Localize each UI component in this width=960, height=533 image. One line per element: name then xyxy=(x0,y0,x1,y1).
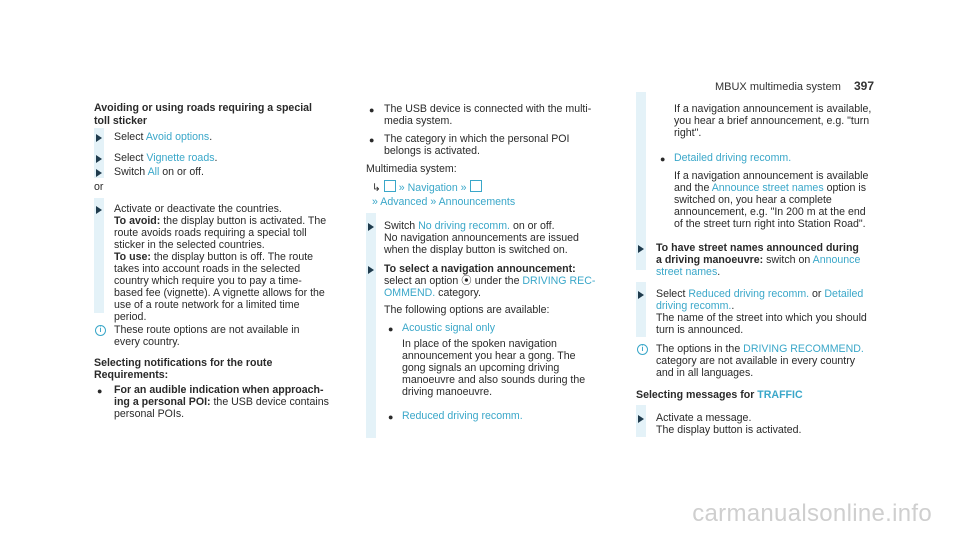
step-arrow-icon xyxy=(638,415,644,423)
page-number: 397 xyxy=(853,79,874,93)
avoid-options-link[interactable]: Avoid options xyxy=(145,131,210,143)
step-text: driving recomm.. xyxy=(656,300,735,312)
radio-icon: ⦿ xyxy=(461,275,472,287)
use-text: To use: the display button is off. The route xyxy=(114,251,314,263)
bullet-icon: ● xyxy=(369,105,375,115)
settings-icon[interactable] xyxy=(470,180,482,192)
note-text: These route options are not available in xyxy=(114,324,300,336)
avoid-text: To avoid: the display button is activated. The xyxy=(114,215,327,227)
requirement-text: ing a personal POI: the USB device contains xyxy=(114,396,329,408)
path-navigation[interactable]: Navigation xyxy=(407,182,458,194)
note-text: every country. xyxy=(114,336,180,348)
announce-link[interactable]: Announce xyxy=(812,254,861,266)
step-title: To select a navigation announcement: xyxy=(384,263,576,275)
step-title: To have street names announced during xyxy=(656,242,859,254)
requirements-label: Requirements: xyxy=(94,369,169,381)
chevron-icon: » xyxy=(430,196,437,208)
step-text: street names. xyxy=(656,266,721,278)
watermark: carmanualsonline.info xyxy=(692,500,932,528)
use-text: takes into account roads in the selected xyxy=(114,263,301,275)
step-select-vignette: Select Vignette roads. xyxy=(114,152,218,164)
option-text: of the street turn right into Station Road". xyxy=(674,218,866,230)
vignette-roads-link[interactable]: Vignette roads xyxy=(146,152,215,164)
note-text: category are not available in every country xyxy=(656,355,856,367)
bullet-icon: ● xyxy=(388,324,394,334)
note-text: and in all languages. xyxy=(656,367,754,379)
driving-recommend-link[interactable]: DRIVING REC- xyxy=(522,275,596,287)
requirement-text: media system. xyxy=(384,115,453,127)
home-icon[interactable] xyxy=(384,180,396,192)
option-text: gong signals an upcoming driving xyxy=(402,362,560,374)
option-text: If a navigation announcement is available, xyxy=(674,103,872,115)
traffic-link[interactable]: TRAFFIC xyxy=(757,389,803,401)
option-text: manoeuvre and also sounds during the xyxy=(402,374,586,386)
step-text: The name of the street into which you should xyxy=(656,312,867,324)
step-arrow-icon xyxy=(96,206,102,214)
option-text: right". xyxy=(674,127,702,139)
use-text: based fee (vignette). A vignette allows for the xyxy=(114,287,325,299)
reduced-link[interactable]: Reduced driving recomm. xyxy=(688,288,810,300)
step-activate-countries: Activate or deactivate the countries. xyxy=(114,203,282,215)
bullet-icon: ● xyxy=(660,154,666,164)
bullet-icon: ● xyxy=(369,135,375,145)
path-announcements[interactable]: Announcements xyxy=(438,196,516,208)
requirement-text: The USB device is connected with the multi- xyxy=(384,103,592,115)
menu-path xyxy=(372,180,482,195)
all-link[interactable]: All xyxy=(147,166,160,178)
section-title: Selecting notifications for the route xyxy=(94,357,273,369)
street-names-link[interactable]: street names xyxy=(656,266,718,278)
step-text: when the display button is switched on. xyxy=(384,244,568,256)
section-title-cont: toll sticker xyxy=(94,115,147,127)
info-icon: i xyxy=(95,325,106,336)
chevron-icon: » xyxy=(460,182,467,194)
info-icon: i xyxy=(637,344,648,355)
chevron-icon: » xyxy=(372,196,378,208)
announce-street-names-link[interactable]: Announce street names xyxy=(711,182,824,194)
step-bar xyxy=(94,198,104,313)
option-acoustic-signal[interactable]: Acoustic signal only xyxy=(402,322,496,334)
or-text: or xyxy=(94,181,104,193)
step-arrow-icon xyxy=(96,169,102,177)
step-text: The display button is activated. xyxy=(656,424,802,436)
section-title: Avoiding or using roads requiring a special xyxy=(94,102,312,114)
option-text: switched on, you hear a complete xyxy=(674,194,832,206)
use-text: use of a route network for a limited time xyxy=(114,299,300,311)
option-text: and the Announce street names option is xyxy=(674,182,867,194)
multimedia-label: Multimedia system: xyxy=(366,163,457,175)
note-text: The options in the DRIVING RECOMMEND. xyxy=(656,343,864,355)
option-text: you hear a brief announcement, e.g. "turn xyxy=(674,115,870,127)
path-advanced[interactable]: Advanced xyxy=(380,196,428,208)
avoid-text: sticker in the selected countries. xyxy=(114,239,265,251)
bullet-icon: ● xyxy=(388,412,394,422)
no-driving-recomm-link[interactable]: No driving recomm. xyxy=(418,220,510,232)
avoid-text: route avoids roads requiring a special toll xyxy=(114,227,307,239)
step-text: a driving manoeuvre: switch on Announce xyxy=(656,254,861,266)
option-text: driving manoeuvre. xyxy=(402,386,493,398)
driving-recommend-category[interactable]: DRIVING RECOMMEND. xyxy=(743,343,864,355)
use-text: period. xyxy=(114,311,147,323)
option-text: In place of the spoken navigation xyxy=(402,338,557,350)
step-arrow-icon xyxy=(368,223,374,231)
path-start-icon: ↳ xyxy=(372,182,381,194)
step-text: OMMEND. category. xyxy=(384,287,481,299)
requirement-text: For an audible indication when approach- xyxy=(114,384,324,396)
step-arrow-icon xyxy=(638,291,644,299)
step-switch-all: Switch All on or off. xyxy=(114,166,204,178)
option-detailed[interactable]: Detailed driving recomm. xyxy=(674,152,792,164)
option-text: announcement you hear a gong. The xyxy=(402,350,576,362)
option-text: announcement, e.g. "In 200 m at the end xyxy=(674,206,866,218)
option-reduced[interactable]: Reduced driving recomm. xyxy=(402,410,523,422)
step-bar xyxy=(366,213,376,438)
use-text: country which require you to pay a time- xyxy=(114,275,302,287)
step-arrow-icon xyxy=(368,266,374,274)
step-select-avoid: Select Avoid options. xyxy=(114,131,213,143)
header-title: MBUX multimedia system xyxy=(714,81,841,93)
page-header xyxy=(715,80,874,94)
requirement-text: personal POIs. xyxy=(114,408,185,420)
step-arrow-icon xyxy=(96,134,102,142)
step-switch-no-driving: Switch No driving recomm. on or off. xyxy=(384,220,555,232)
step-select: Select Reduced driving recomm. or Detailed xyxy=(656,288,864,300)
detailed-link[interactable]: Detailed xyxy=(824,288,864,300)
chevron-icon: » xyxy=(398,182,405,194)
step-arrow-icon xyxy=(96,155,102,163)
requirement-text: The category in which the personal POI xyxy=(384,133,570,145)
bullet-icon: ● xyxy=(97,386,103,396)
step-arrow-icon xyxy=(638,245,644,253)
step-text: No navigation announcements are issued xyxy=(384,232,579,244)
requirement-text: belongs is activated. xyxy=(384,145,480,157)
section-title: Selecting messages for TRAFFIC xyxy=(636,389,803,401)
option-text: If a navigation announcement is available xyxy=(674,170,869,182)
step-activate-message: Activate a message. xyxy=(656,412,752,424)
step-text: turn is announced. xyxy=(656,324,744,336)
step-bar xyxy=(636,236,646,270)
step-text: select an option ⦿ under the DRIVING REC- xyxy=(384,275,596,287)
step-text: The following options are available: xyxy=(384,304,550,316)
menu-path-cont xyxy=(372,196,515,209)
